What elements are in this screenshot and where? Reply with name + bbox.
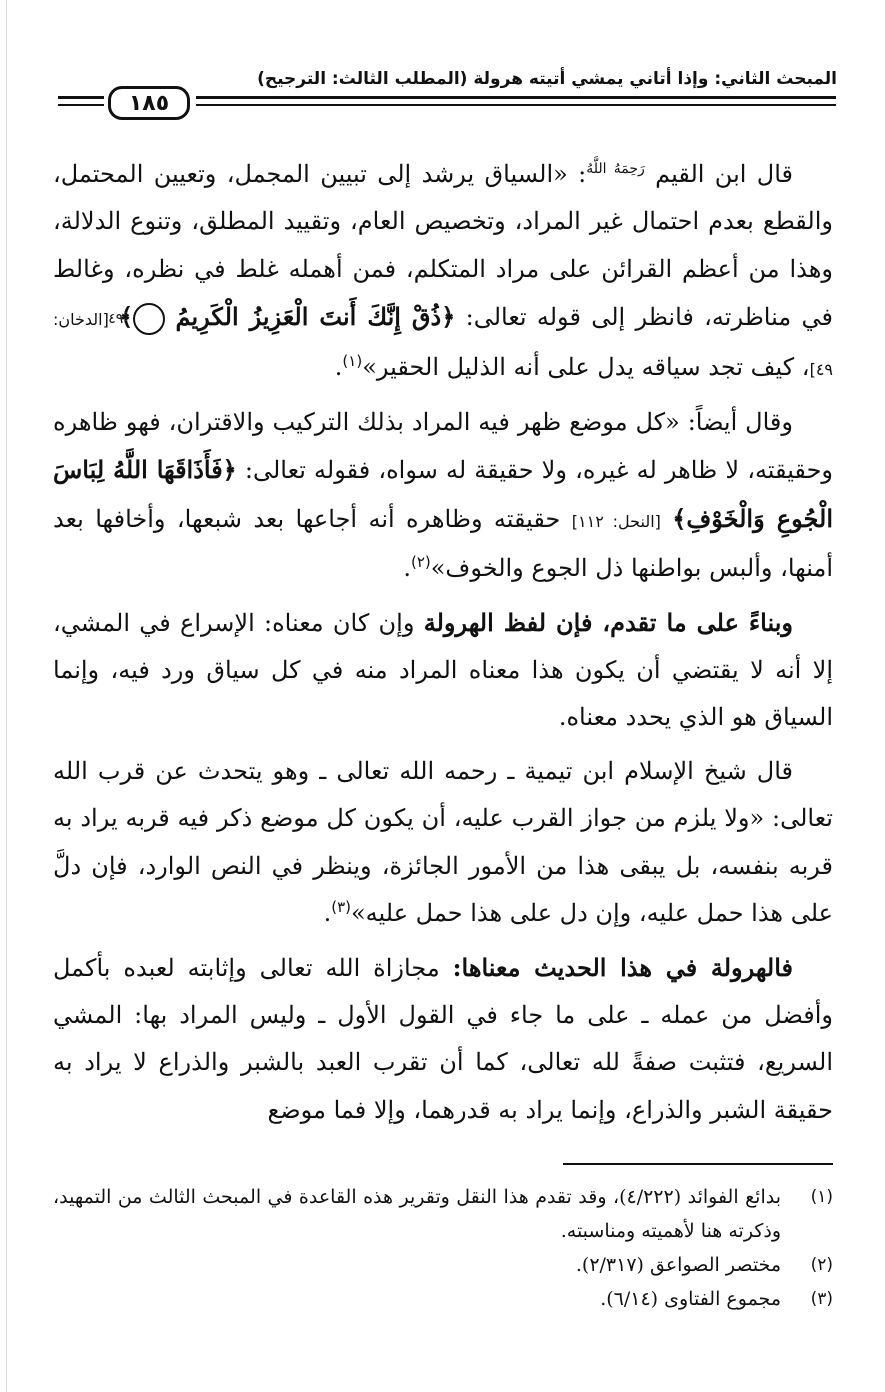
paragraph-text: وإن كان معناه: الإسراع في المشي، إلا أنه لا يقتضي أن يكون هذا معناه المراد منه في كل سياق ورد فيه، وإنما السياق هو الذي يحدد معناه. — [53, 608, 833, 732]
main-body-text — [53, 146, 833, 1140]
footnote-text: بدائع الفوائد (٤/٢٢٢)، وقد تقدم هذا النقل وتقرير هذه القاعدة في المبحث الثالث من التمهيد، وذكرته هنا لأهميته ومناسبته. — [53, 1186, 782, 1242]
quran-verse: ﴿ذُقْ إِنَّكَ أَنتَ الْعَزِيزُ الْكَرِيمُ — [175, 302, 456, 332]
paragraph-text: مجازاة الله تعالى وإثابته لعبده بأكمل وأفضل من عمله ـ على ما جاء في القول الأول ـ وليس المراد بها: المشي السريع، فتثبت صفةً لله تعالى، كما أن تقرب العبد بالشبر والذراع لا يراد به حقيقة الشبر والذراع، وإنما يراد به قدرهما، وإلا فما موضع — [53, 953, 833, 1124]
paragraph-end: . — [334, 352, 343, 381]
footnote-marker: (٢) — [410, 553, 431, 572]
page-number: ١٨٥ — [108, 86, 190, 120]
bold-phrase: فالهرولة في هذا الحديث معناها: — [452, 952, 794, 982]
paragraph-text: وقال أيضاً: «كل موضع ظهر فيه المراد بذلك التركيب والاقتران، فهو ظاهره وحقيقته، لا ظاهر له غيره، ولا حقيقة له سواه، فقوله تعالى: — [53, 408, 833, 485]
paragraph-conclusion — [53, 944, 833, 1135]
footnote-text: مختصر الصواعق (٢/٣١٧). — [575, 1254, 781, 1276]
verse-number-marker: ٤٩ — [133, 303, 165, 335]
footnote-item — [53, 1282, 833, 1316]
paragraph-text: حقيقته وظاهره أنه أجاعها بعد شبعها، وأخافها بعد أمنها، وألبس بواطنها ذل الجوع والخوف» — [53, 504, 833, 583]
quran-verse-close: ﴾ — [119, 302, 134, 332]
footnote-item — [53, 1180, 833, 1248]
footnote-separator — [563, 1163, 833, 1165]
footnote-text: مجموع الفتاوى (٦/١٤). — [600, 1288, 781, 1310]
running-header: المبحث الثاني: وإذا أتاني يمشي أتيته هرولة (المطلب الثالث: الترجيح) — [257, 69, 837, 89]
page-edge-line — [6, 0, 7, 1392]
paragraph-ibn-qayyim-quote — [53, 146, 833, 393]
footnotes — [53, 1180, 833, 1316]
paragraph-end: . — [323, 899, 332, 928]
quran-verse: ﴿فَأَذَاقَهَا اللَّهُ لِبَاسَ الْجُوعِ وَالْخَوْفِ﴾ — [53, 455, 833, 533]
footnote-item — [53, 1248, 833, 1282]
verse-reference: [الدخان: ٤٩] — [53, 310, 833, 379]
paragraph-text: قال ابن القيم — [655, 160, 793, 188]
verse-reference: [النحل: ١١٢] — [571, 511, 661, 531]
header-rule-left — [58, 96, 104, 99]
honorific-glyph: رَحِمَهُ اللَّهُ — [586, 161, 645, 177]
footnote-number: (١) — [810, 1187, 833, 1207]
paragraph-end: . — [403, 554, 411, 583]
footnote-marker: (١) — [342, 351, 363, 370]
footnote-number: (٢) — [810, 1255, 833, 1275]
bold-phrase: وبناءً على ما تقدم، فإن لفظ الهرولة — [423, 607, 793, 637]
paragraph-text: ، كيف تجد سياقه يدل على أنه الذليل الحقير» — [362, 352, 810, 381]
paragraph-text: قال شيخ الإسلام ابن تيمية ـ رحمه الله تعالى ـ وهو يتحدث عن قرب الله تعالى: «ولا يلزم من جواز القرب عليه، أن يكون كل موضع ذكر فيه قربه يراد به قربه بنفسه، بل يبقى هذا من الأمور الجائزة، وينظر في النص الوارد، فإن دلَّ على هذا حمل عليه، وإن دل على هذا حمل عليه» — [53, 756, 833, 928]
header-rule-right — [196, 96, 836, 99]
header-rule-right-lower — [196, 104, 836, 106]
paragraph-harwala-meaning — [53, 599, 833, 742]
footnote-number: (٣) — [810, 1289, 833, 1309]
paragraph-ibn-taymiyyah-quote — [53, 748, 833, 938]
paragraph-second-quote — [53, 399, 833, 593]
footnote-marker: (٣) — [331, 898, 351, 917]
header-rule-left-lower — [58, 104, 104, 106]
paragraph-text: : «السياق يرشد إلى تبيين المجمل، وتعيين المحتمل، والقطع بعدم احتمال غير المراد، وتخصيص العام، وتقييد المطلق، وتنوع الدلالة، وهذا من أعظم القرائن على مراد المتكلم، فمن أهمله غلط في نظره، وغالط في مناظرته، فانظر إلى قوله تعالى: — [53, 160, 833, 332]
